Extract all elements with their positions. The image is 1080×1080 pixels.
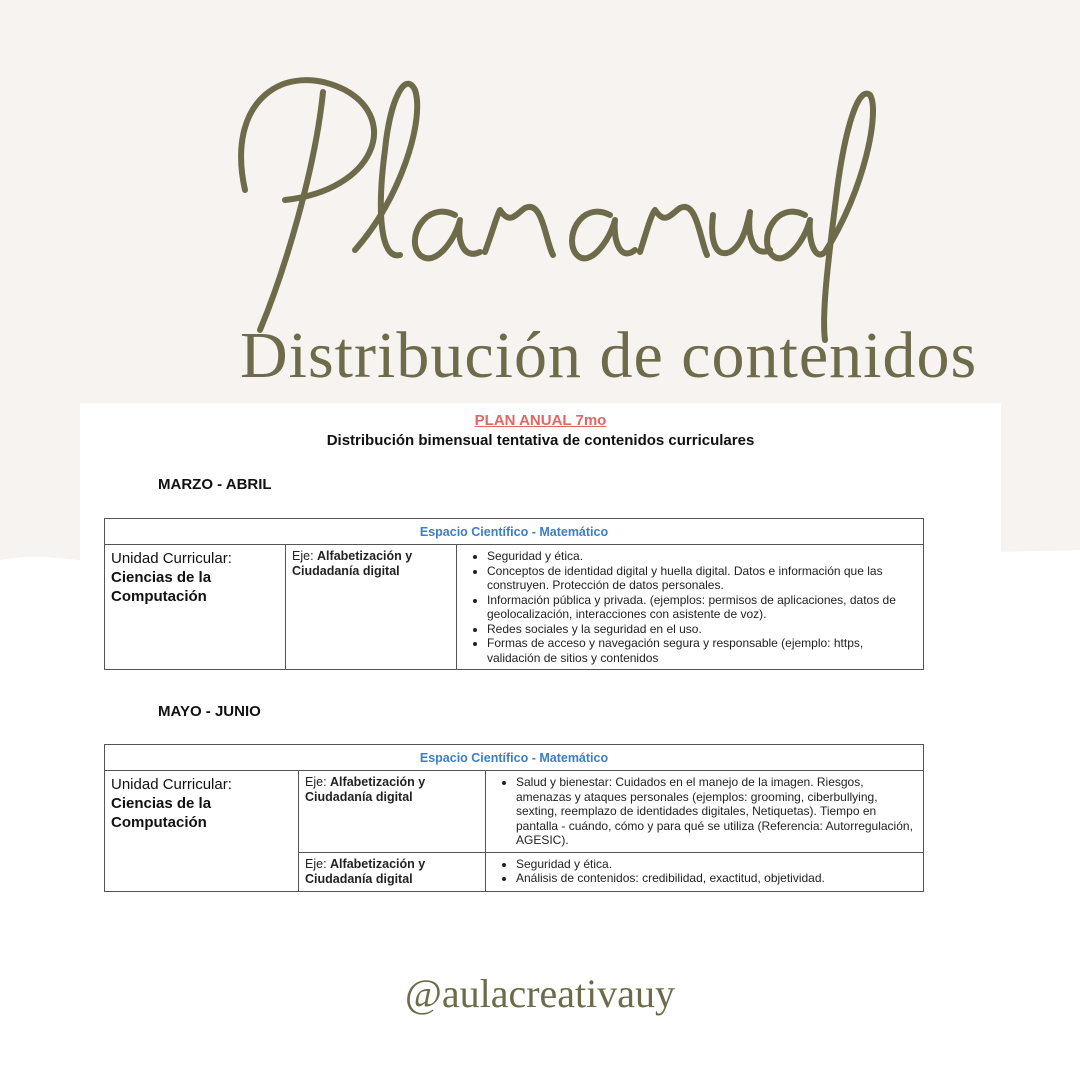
list-item: • Seguridad y ética. — [487, 549, 917, 564]
document-subtitle: Distribución bimensual tentativa de contenidos curriculares — [326, 432, 755, 449]
unit-cell — [105, 771, 299, 892]
list-item: • Conceptos de identidad digital y huella digital. Datos e información que las construyen. Protección de datos personales. — [487, 564, 917, 593]
period-heading: MAYO - JUNIO — [158, 703, 261, 720]
eje-cell — [299, 852, 486, 891]
eje-name: Alfabetización y Ciudadanía digital — [305, 856, 426, 886]
unit-cell — [105, 545, 286, 670]
eje-label: Eje: — [305, 775, 327, 789]
eje-cell — [286, 545, 457, 670]
space-header: Espacio Científico - Matemático — [105, 519, 924, 545]
space-header: Espacio Científico - Matemático — [105, 745, 924, 771]
content-table — [104, 744, 924, 892]
contents-list — [492, 857, 917, 886]
contents-cell — [486, 771, 924, 853]
eje-name: Alfabetización y Ciudadanía digital — [305, 775, 426, 804]
list-item: • Información pública y privada. (ejemplos: permisos de aplicaciones, datos de geolocalización, interacciones con asistente de voz). — [487, 593, 917, 622]
eje-label: Eje: — [305, 856, 327, 871]
unit-name: Ciencias de la Computación — [111, 569, 212, 605]
eje-name: Alfabetización y Ciudadanía digital — [292, 549, 413, 578]
list-item: • Redes sociales y la seguridad en el uso. — [487, 622, 917, 637]
social-handle: @aulacreativauy — [404, 971, 676, 1016]
eje-label: Eje: — [292, 549, 314, 563]
eje-cell — [299, 771, 486, 853]
contents-cell — [486, 852, 924, 891]
list-item: • Seguridad y ética. — [516, 857, 917, 872]
contents-list — [463, 549, 917, 665]
contents-list — [492, 775, 917, 848]
contents-cell — [457, 545, 924, 670]
list-item: • Salud y bienestar: Cuidados en el manejo de la imagen. Riesgos, amenazas y ataques personales (ejemplos: grooming, ciberbullying, sexting, reemplazo de identidades digitales, Netiquetas). Tiempo en pantalla - cuándo, cómo y para qué se utiliza (Referencia: Autorregulación, AGESIC). — [516, 775, 917, 848]
unit-name: Ciencias de la Computación — [111, 795, 212, 831]
period-heading: MARZO - ABRIL — [158, 476, 272, 493]
unit-label: Unidad Curricular: — [111, 776, 232, 793]
plan-document — [80, 403, 1001, 923]
script-title-lettering — [225, 40, 885, 350]
subtitle: Distribución de contenidos — [240, 319, 978, 392]
list-item: • Formas de acceso y navegación segura y responsable (ejemplo: https, validación de sitios y contenidos — [487, 636, 917, 665]
document-title: PLAN ANUAL 7mo — [474, 412, 607, 429]
unit-label: Unidad Curricular: — [111, 550, 232, 567]
list-item: • Análisis de contenidos: credibilidad, exactitud, objetividad. — [516, 871, 917, 886]
content-table — [104, 518, 924, 670]
